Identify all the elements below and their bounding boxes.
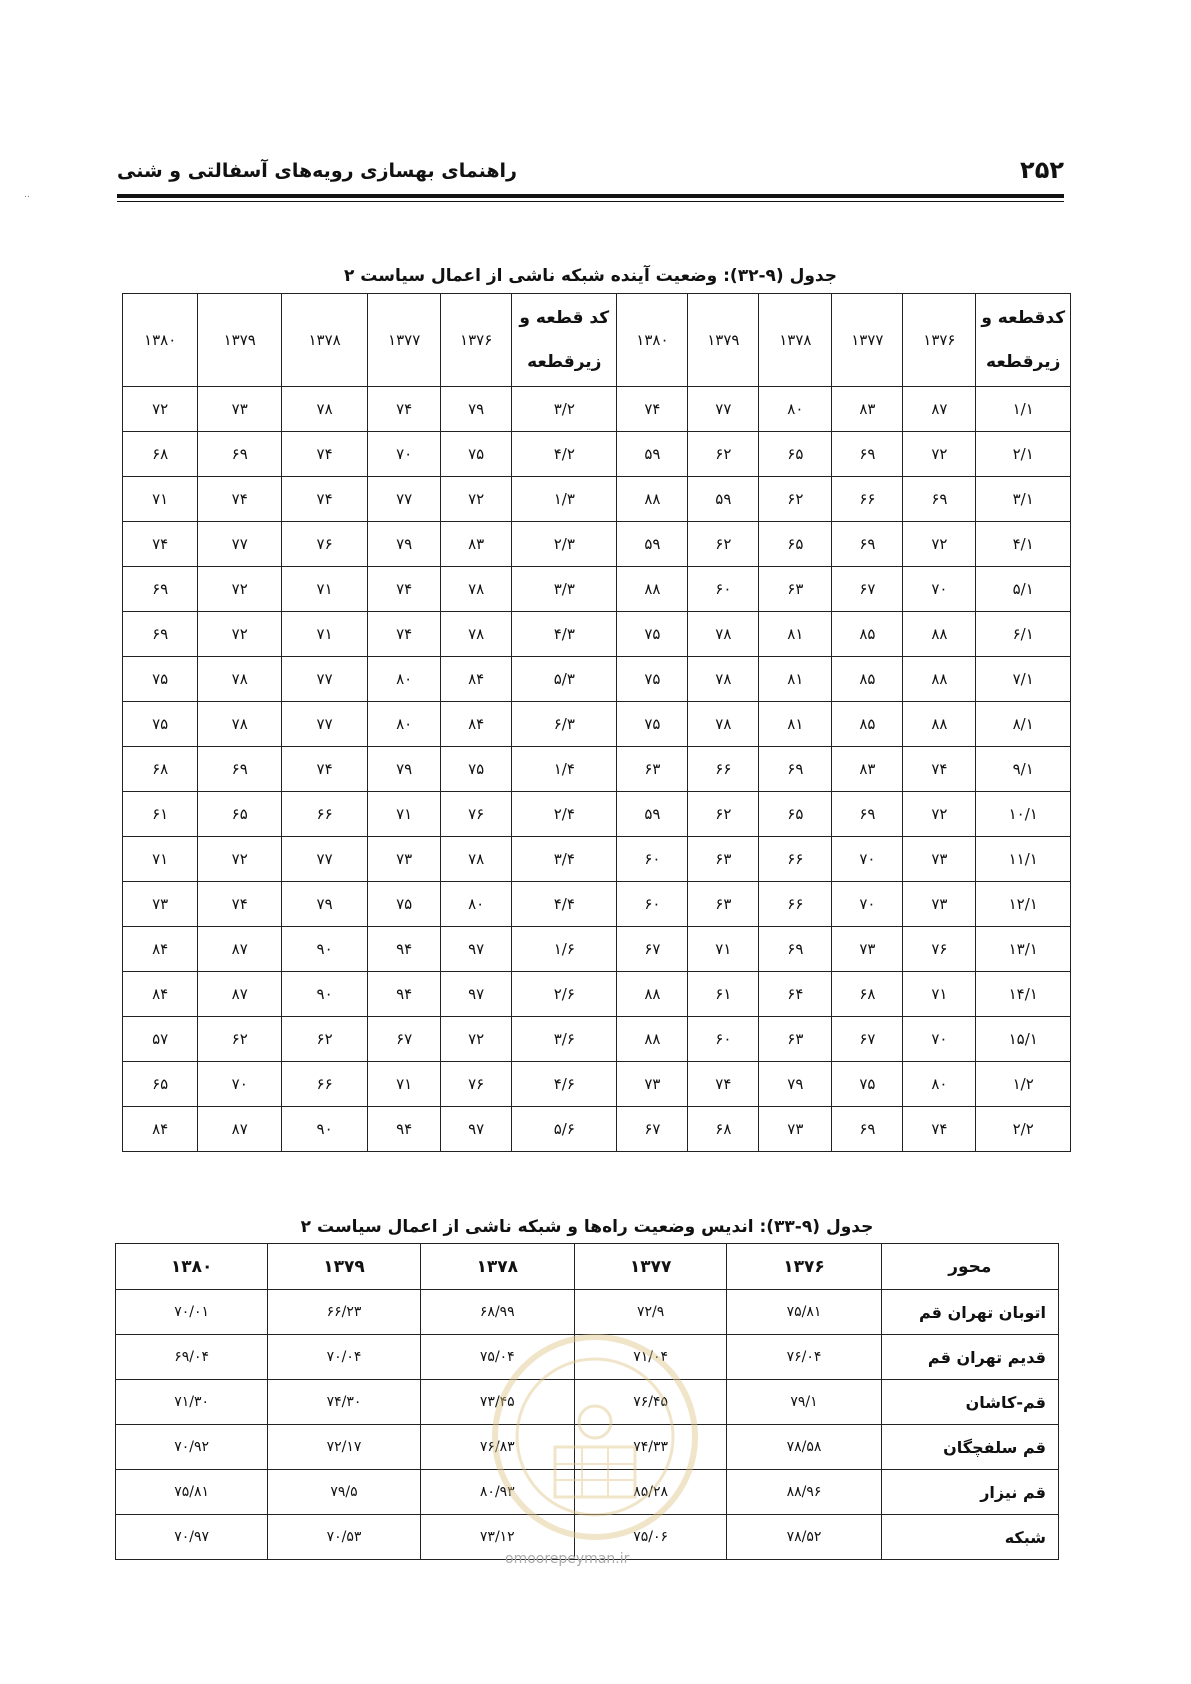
table2-cell: ۷۱/۰۴	[575, 1335, 727, 1380]
table1-cell: ۷۲	[441, 1017, 512, 1062]
table1-row	[123, 747, 1071, 792]
table1-cell: ۷/۱	[976, 657, 1071, 702]
table1-cell: ۶۹	[198, 432, 282, 477]
table1-cell: ۵۹	[617, 792, 688, 837]
table1-cell: ۷۲	[903, 792, 976, 837]
table1-cell: ۷۶	[441, 792, 512, 837]
table1-row	[123, 387, 1071, 432]
table1-cell: ۷۴	[688, 1062, 759, 1107]
table1-network-condition	[122, 293, 1071, 1152]
table1-row	[123, 1107, 1071, 1152]
table2-cell: ۷۵/۰۴	[420, 1335, 574, 1380]
table1-cell: ۳/۴	[512, 837, 617, 882]
table2-cell: ۷۵/۸۱	[727, 1290, 881, 1335]
table1-cell: ۶۶	[282, 792, 368, 837]
table2-header-cell: ۱۳۸۰	[116, 1244, 268, 1290]
table1-header-cell: ۱۳۷۶	[903, 294, 976, 387]
table1-cell: ۷۵	[617, 612, 688, 657]
table1-cell: ۷۷	[688, 387, 759, 432]
table1-cell: ۷۱	[282, 567, 368, 612]
table1-cell: ۶۳	[688, 837, 759, 882]
table2-cell: ۶۸/۹۹	[420, 1290, 574, 1335]
table2-header-cell: ۱۳۷۹	[268, 1244, 420, 1290]
table2-cell: ۷۲/۱۷	[268, 1425, 420, 1470]
table2-cell: ۷۶/۰۴	[727, 1335, 881, 1380]
table1-row	[123, 837, 1071, 882]
table1-cell: ۲/۴	[512, 792, 617, 837]
table1-cell: ۸۱	[759, 612, 832, 657]
table1-cell: ۳/۳	[512, 567, 617, 612]
table2-cell: قدیم تهران قم	[881, 1335, 1058, 1380]
table1-cell: ۶/۳	[512, 702, 617, 747]
table1-cell: ۷۸	[688, 612, 759, 657]
table1-cell: ۷۵	[441, 432, 512, 477]
table2-cell: ۷۹/۵	[268, 1470, 420, 1515]
table1-cell: ۸۰	[441, 882, 512, 927]
table1-cell: ۷۴	[368, 567, 441, 612]
table1-cell: ۷۸	[441, 567, 512, 612]
table1-body	[123, 387, 1071, 1152]
table2-cell: ۸۸/۹۶	[727, 1470, 881, 1515]
table1-cell: ۶۹	[759, 747, 832, 792]
table1-cell: ۸۸	[617, 972, 688, 1017]
table1-cell: ۷۸	[198, 702, 282, 747]
table1-cell: ۷۴	[282, 432, 368, 477]
table1-cell: ۷۵	[123, 702, 198, 747]
table1-cell: ۶۹	[832, 792, 903, 837]
table1-cell: ۷۳	[198, 387, 282, 432]
table1-cell: ۶۸	[832, 972, 903, 1017]
table1-cell: ۵۷	[123, 1017, 198, 1062]
table1-cell: ۱۰/۱	[976, 792, 1071, 837]
table1-cell: ۹۷	[441, 1107, 512, 1152]
table2-cell: ۷۸/۵۲	[727, 1515, 881, 1560]
table2-cell: ۷۰/۰۴	[268, 1335, 420, 1380]
table1-cell: ۷۷	[282, 702, 368, 747]
table1-row	[123, 432, 1071, 477]
table2-header-cell: محور	[881, 1244, 1058, 1290]
table2-cell: ۷۳/۱۲	[420, 1515, 574, 1560]
table1-cell: ۷۸	[282, 387, 368, 432]
table1-header-cell: ۱۳۷۷	[368, 294, 441, 387]
table1-cell: ۷۳	[123, 882, 198, 927]
page-number: ۲۵۲	[1020, 156, 1064, 184]
table1-cell: ۷۱	[688, 927, 759, 972]
table1-cell: ۷۳	[617, 1062, 688, 1107]
table1-cell: ۵۹	[617, 432, 688, 477]
table1-cell: ۷۴	[903, 747, 976, 792]
table1-cell: ۷۲	[441, 477, 512, 522]
table1-cell: ۲/۶	[512, 972, 617, 1017]
table1-cell: ۶۳	[759, 1017, 832, 1062]
table1-row	[123, 792, 1071, 837]
table1-cell: ۸۳	[441, 522, 512, 567]
table1-cell: ۶۴	[759, 972, 832, 1017]
margin-mark: ‥	[24, 190, 31, 200]
header-rule	[117, 194, 1064, 198]
table1-cell: ۱۵/۱	[976, 1017, 1071, 1062]
table1-cell: ۶۶	[282, 1062, 368, 1107]
table1-cell: ۷۸	[198, 657, 282, 702]
table1-cell: ۷۸	[688, 702, 759, 747]
table1-cell: ۳/۱	[976, 477, 1071, 522]
table1-cell: ۷۳	[832, 927, 903, 972]
table1-cell: ۶۲	[282, 1017, 368, 1062]
table1-row	[123, 1017, 1071, 1062]
table1-row	[123, 1062, 1071, 1107]
table1-header-cell: ۱۳۷۶	[441, 294, 512, 387]
table1-cell: ۶۷	[832, 567, 903, 612]
table1-cell: ۷۸	[441, 837, 512, 882]
table1-cell: ۷۴	[198, 882, 282, 927]
table1-cell: ۷۸	[688, 657, 759, 702]
table2-cell: ۷۰/۰۱	[116, 1290, 268, 1335]
table2-cell: ۸۵/۲۸	[575, 1470, 727, 1515]
table1-cell: ۶۵	[759, 522, 832, 567]
table1-cell: ۷۸	[441, 612, 512, 657]
table1-cell: ۶۲	[688, 522, 759, 567]
table1-cell: ۴/۱	[976, 522, 1071, 567]
table2-cell: ۷۶/۸۳	[420, 1425, 574, 1470]
table1-header-cell: ۱۳۷۹	[688, 294, 759, 387]
table1-cell: ۷۷	[282, 837, 368, 882]
table2-header-cell: ۱۳۷۸	[420, 1244, 574, 1290]
table1-cell: ۶۰	[688, 1017, 759, 1062]
table1-cell: ۶۹	[832, 1107, 903, 1152]
table2-cell: قم-کاشان	[881, 1380, 1058, 1425]
table1-cell: ۸۸	[903, 612, 976, 657]
table2-cell: ۶۹/۰۴	[116, 1335, 268, 1380]
table1-cell: ۷۱	[368, 1062, 441, 1107]
table1-cell: ۷۳	[368, 837, 441, 882]
table1-cell: ۹۰	[282, 927, 368, 972]
table1-cell: ۷۲	[198, 612, 282, 657]
table1-cell: ۷۲	[198, 567, 282, 612]
table1-cell: ۷۹	[368, 747, 441, 792]
table1-cell: ۶۹	[832, 522, 903, 567]
table1-cell: ۱/۱	[976, 387, 1071, 432]
table1-header-cell: کدقطعه و زیرقطعه	[976, 294, 1071, 387]
table1-cell: ۶۲	[688, 432, 759, 477]
table1-cell: ۶۲	[759, 477, 832, 522]
table1-cell: ۸۴	[123, 1107, 198, 1152]
table1-cell: ۴/۲	[512, 432, 617, 477]
table2-cell: ۷۲/۹	[575, 1290, 727, 1335]
table1-cell: ۶۸	[123, 432, 198, 477]
table1-cell: ۵/۶	[512, 1107, 617, 1152]
table1-cell: ۷۵	[617, 702, 688, 747]
table1-cell: ۹۴	[368, 972, 441, 1017]
table1-row	[123, 927, 1071, 972]
table1-cell: ۷۳	[759, 1107, 832, 1152]
table2-caption: جدول (۹-۳۳): اندیس وضعیت راه‌ها و شبکه ناشی از اعمال سیاست ۲	[300, 1217, 874, 1237]
table2-cell: ۷۹/۱	[727, 1380, 881, 1425]
table2-cell: شبکه	[881, 1515, 1058, 1560]
table1-cell: ۶۵	[759, 432, 832, 477]
table1-cell: ۸۵	[832, 612, 903, 657]
table1-cell: ۷۵	[832, 1062, 903, 1107]
running-head	[117, 156, 1064, 192]
table1-cell: ۷۹	[282, 882, 368, 927]
table1-cell: ۸۴	[123, 927, 198, 972]
table1-cell: ۵۹	[688, 477, 759, 522]
header-rule-thin	[117, 201, 1064, 202]
table1-cell: ۸۷	[198, 972, 282, 1017]
table1-cell: ۷۵	[123, 657, 198, 702]
table2-cell: ۷۵/۸۱	[116, 1470, 268, 1515]
table1-cell: ۶۷	[368, 1017, 441, 1062]
table1-cell: ۴/۴	[512, 882, 617, 927]
table1-cell: ۷۴	[198, 477, 282, 522]
table1-cell: ۸۰	[903, 1062, 976, 1107]
table2-cell: ۷۰/۹۷	[116, 1515, 268, 1560]
table2-cell: ۷۴/۳۰	[268, 1380, 420, 1425]
table1-header-row	[123, 294, 1071, 387]
table1-cell: ۷۰	[832, 837, 903, 882]
table1-cell: ۷۰	[368, 432, 441, 477]
table1-cell: ۷۷	[368, 477, 441, 522]
table1-cell: ۸۳	[832, 387, 903, 432]
table1-cell: ۷۰	[832, 882, 903, 927]
table1-cell: ۸۸	[903, 657, 976, 702]
table2-cell: ۷۶/۴۵	[575, 1380, 727, 1425]
table1-cell: ۶۲	[688, 792, 759, 837]
table2-cell: قم نیزار	[881, 1470, 1058, 1515]
table1-cell: ۸۰	[368, 657, 441, 702]
table2-cell: ۷۳/۴۵	[420, 1380, 574, 1425]
table1-cell: ۳/۲	[512, 387, 617, 432]
table1-cell: ۷۲	[123, 387, 198, 432]
table1-row	[123, 522, 1071, 567]
table1-cell: ۲/۲	[976, 1107, 1071, 1152]
table1-cell: ۵۹	[617, 522, 688, 567]
table1-cell: ۷۹	[368, 522, 441, 567]
table2-header-cell: ۱۳۷۷	[575, 1244, 727, 1290]
table2-cell: ۷۵/۰۶	[575, 1515, 727, 1560]
table1-cell: ۹۷	[441, 972, 512, 1017]
table2-cell: ۷۱/۳۰	[116, 1380, 268, 1425]
table1-cell: ۷۵	[368, 882, 441, 927]
table1-cell: ۷۲	[198, 837, 282, 882]
table1-row	[123, 972, 1071, 1017]
table1-cell: ۷۰	[198, 1062, 282, 1107]
table1-header-cell: ۱۳۷۸	[759, 294, 832, 387]
table1-cell: ۵/۳	[512, 657, 617, 702]
table1-header-cell: ۱۳۷۹	[198, 294, 282, 387]
table1-cell: ۶۹	[123, 567, 198, 612]
table1-cell: ۹۰	[282, 1107, 368, 1152]
table1-cell: ۷۴	[368, 612, 441, 657]
table1-cell: ۶۶	[688, 747, 759, 792]
table1-cell: ۶۱	[688, 972, 759, 1017]
table1-cell: ۷۹	[759, 1062, 832, 1107]
table1-cell: ۷۴	[368, 387, 441, 432]
table1-cell: ۴/۶	[512, 1062, 617, 1107]
table1-cell: ۸۴	[123, 972, 198, 1017]
table1-cell: ۱/۳	[512, 477, 617, 522]
table1-row	[123, 612, 1071, 657]
table1-cell: ۶۸	[123, 747, 198, 792]
table2-cell: اتوبان تهران قم	[881, 1290, 1058, 1335]
table1-cell: ۶۲	[198, 1017, 282, 1062]
table2-cell: ۷۰/۹۲	[116, 1425, 268, 1470]
table1-cell: ۲/۳	[512, 522, 617, 567]
table1-cell: ۶۳	[688, 882, 759, 927]
table1-cell: ۱۲/۱	[976, 882, 1071, 927]
table1-row	[123, 702, 1071, 747]
table1-cell: ۶۳	[759, 567, 832, 612]
table1-cell: ۸۳	[832, 747, 903, 792]
table1-cell: ۷۱	[903, 972, 976, 1017]
table1-cell: ۶۶	[759, 837, 832, 882]
table2-cell: ۷۰/۵۳	[268, 1515, 420, 1560]
table1-cell: ۸۴	[441, 702, 512, 747]
table1-cell: ۸۱	[759, 657, 832, 702]
table1-cell: ۶۰	[617, 837, 688, 882]
table1-cell: ۶۵	[198, 792, 282, 837]
table1-cell: ۱۳/۱	[976, 927, 1071, 972]
table1-row	[123, 657, 1071, 702]
table1-cell: ۷۰	[903, 1017, 976, 1062]
watermark-url: omoorepeyman.ir	[505, 1551, 630, 1567]
table1-cell: ۷۲	[903, 432, 976, 477]
table1-cell: ۱/۴	[512, 747, 617, 792]
table1-cell: ۷۱	[282, 612, 368, 657]
table1-cell: ۶۵	[759, 792, 832, 837]
table1-cell: ۶۹	[903, 477, 976, 522]
table2-cell: ۶۶/۲۳	[268, 1290, 420, 1335]
table1-cell: ۷۲	[903, 522, 976, 567]
table1-cell: ۸۰	[759, 387, 832, 432]
table1-cell: ۱/۶	[512, 927, 617, 972]
table1-cell: ۸۷	[198, 927, 282, 972]
table1-cell: ۷۳	[903, 882, 976, 927]
table1-row	[123, 882, 1071, 927]
table1-cell: ۷۱	[123, 477, 198, 522]
table1-cell: ۷۱	[123, 837, 198, 882]
table1-cell: ۷۷	[282, 657, 368, 702]
table1-cell: ۵/۱	[976, 567, 1071, 612]
table1-cell: ۶۰	[617, 882, 688, 927]
table1-cell: ۷۱	[368, 792, 441, 837]
table1-cell: ۶۷	[617, 927, 688, 972]
table2-header-row	[116, 1244, 1059, 1290]
table1-cell: ۷۶	[282, 522, 368, 567]
table1-header-cell: ۱۳۸۰	[123, 294, 198, 387]
book-title: راهنمای بهسازی رویه‌های آسفالتی و شنی	[117, 160, 517, 182]
table1-cell: ۶۶	[759, 882, 832, 927]
table1-cell: ۹/۱	[976, 747, 1071, 792]
table1-row	[123, 567, 1071, 612]
table1-header-cell: ۱۳۸۰	[617, 294, 688, 387]
table1-header-cell: ۱۳۷۸	[282, 294, 368, 387]
table1-cell: ۷۴	[282, 747, 368, 792]
table1-cell: ۸۸	[617, 477, 688, 522]
table1-cell: ۸۸	[617, 567, 688, 612]
table1-cell: ۶۹	[123, 612, 198, 657]
table1-cell: ۳/۶	[512, 1017, 617, 1062]
table1-cell: ۶/۱	[976, 612, 1071, 657]
table1-cell: ۲/۱	[976, 432, 1071, 477]
table1-cell: ۷۰	[903, 567, 976, 612]
table1-cell: ۷۵	[441, 747, 512, 792]
table1-cell: ۷۳	[903, 837, 976, 882]
table1-cell: ۸۵	[832, 657, 903, 702]
table1-cell: ۸۸	[903, 702, 976, 747]
table1-cell: ۶۰	[688, 567, 759, 612]
table1-cell: ۶۸	[688, 1107, 759, 1152]
table1-cell: ۷۴	[617, 387, 688, 432]
table1-cell: ۶۹	[759, 927, 832, 972]
table1-cell: ۶۹	[198, 747, 282, 792]
table1-cell: ۶۹	[832, 432, 903, 477]
table2-cell: ۷۴/۳۳	[575, 1425, 727, 1470]
table1-cell: ۹۷	[441, 927, 512, 972]
table1-cell: ۱/۲	[976, 1062, 1071, 1107]
table1-cell: ۸۵	[832, 702, 903, 747]
table1-header-cell: ۱۳۷۷	[832, 294, 903, 387]
table2-cell: قم سلفچگان	[881, 1425, 1058, 1470]
table1-cell: ۶۷	[617, 1107, 688, 1152]
table1-cell: ۹۰	[282, 972, 368, 1017]
table1-caption: جدول (۹-۳۲): وضعیت آینده شبکه ناشی از اعمال سیاست ۲	[343, 266, 837, 286]
table1-cell: ۸۸	[617, 1017, 688, 1062]
table1-cell: ۹۴	[368, 1107, 441, 1152]
table2-cell: ۷۸/۵۸	[727, 1425, 881, 1470]
table1-cell: ۷۹	[441, 387, 512, 432]
table1-cell: ۸/۱	[976, 702, 1071, 747]
table1-cell: ۶۷	[832, 1017, 903, 1062]
table1-cell: ۱۴/۱	[976, 972, 1071, 1017]
table1-cell: ۱۱/۱	[976, 837, 1071, 882]
table1-cell: ۹۴	[368, 927, 441, 972]
table1-cell: ۷۶	[903, 927, 976, 972]
table1-row	[123, 477, 1071, 522]
table2-cell: ۸۰/۹۳	[420, 1470, 574, 1515]
table1-cell: ۸۱	[759, 702, 832, 747]
table1-cell: ۸۴	[441, 657, 512, 702]
table1-cell: ۶۱	[123, 792, 198, 837]
table1-cell: ۷۴	[903, 1107, 976, 1152]
table1-cell: ۷۷	[198, 522, 282, 567]
table2-header-cell: ۱۳۷۶	[727, 1244, 881, 1290]
table1-cell: ۸۰	[368, 702, 441, 747]
table1-cell: ۸۷	[198, 1107, 282, 1152]
seal-watermark-icon	[485, 1327, 705, 1547]
table1-cell: ۶۶	[832, 477, 903, 522]
table1-cell: ۷۵	[617, 657, 688, 702]
table1-cell: ۸۷	[903, 387, 976, 432]
table1-header-cell: کد قطعه و زیرقطعه	[512, 294, 617, 387]
table1-cell: ۶۵	[123, 1062, 198, 1107]
table1-cell: ۷۴	[282, 477, 368, 522]
table1-cell: ۶۳	[617, 747, 688, 792]
table1-cell: ۴/۳	[512, 612, 617, 657]
table1-cell: ۷۴	[123, 522, 198, 567]
table1-cell: ۷۶	[441, 1062, 512, 1107]
